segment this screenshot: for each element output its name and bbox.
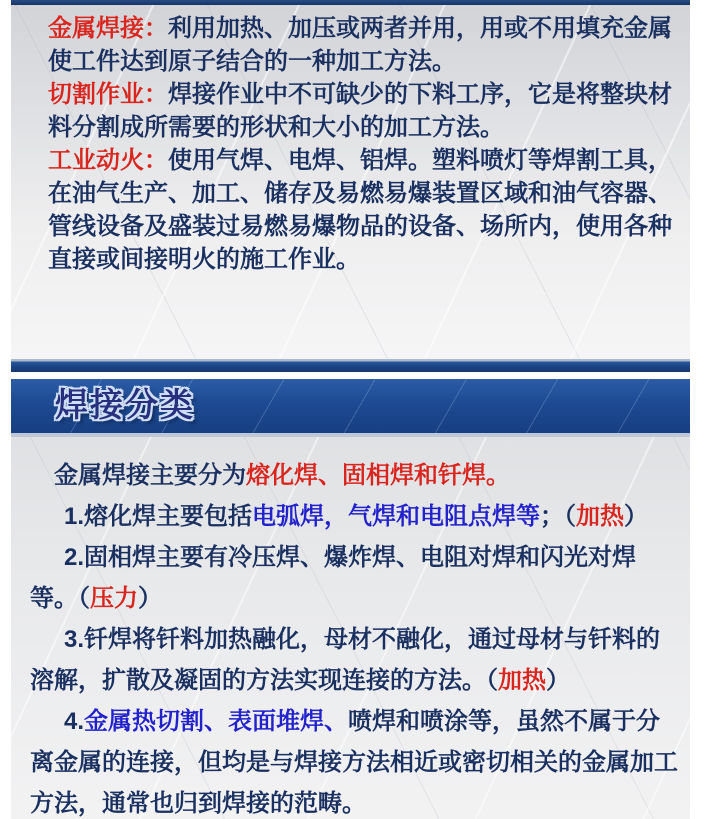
- paragraph: [30, 537, 680, 619]
- text-segment-red: 金属焊接：: [48, 15, 168, 42]
- text-segment-navy: 喷焊和喷涂等，虽然不属于分离金属的连接，但均是与焊接方法相近或密切相关的金属加工方法，通常也归到焊接的范畴。: [30, 708, 678, 817]
- text-segment-navy: 2.固相焊主要有冷压焊、爆炸焊、电阻对焊和闪光对焊等。（: [30, 544, 637, 612]
- classification-text-block: [11, 437, 690, 819]
- text-segment-red: 切割作业：: [48, 81, 168, 108]
- text-segment-red: 熔化焊、固相焊和钎焊。: [246, 462, 510, 489]
- section-header-banner: [11, 379, 690, 437]
- paragraph: [48, 144, 687, 276]
- text-segment-red: 压力: [90, 585, 138, 612]
- text-segment-blue: 电弧焊，气焊和电阻点焊等: [252, 503, 541, 530]
- slide-top-border: [11, 0, 690, 5]
- slide-definitions: [11, 0, 690, 372]
- text-segment-navy: 焊接作业中不可缺少的下料工序，它是将整块材料分割成所需要的形状和大小的加工方法。: [48, 81, 672, 141]
- paragraph: [48, 78, 687, 144]
- text-segment-navy: 金属焊接主要分为: [54, 462, 246, 489]
- paragraph: [30, 496, 680, 537]
- paragraph: [30, 455, 680, 496]
- text-segment-navy: ）: [624, 503, 649, 530]
- text-segment-navy: 4.: [64, 708, 85, 735]
- paragraph: [48, 12, 687, 78]
- text-segment-navy: ）: [138, 585, 162, 612]
- text-segment-navy: ；（: [540, 503, 577, 530]
- text-segment-navy: 使用气焊、电焊、铝焊。塑料喷灯等焊割工具，在油气生产、加工、储存及易燃易爆装置区域和油气容器、管线设备及盛装过易燃易爆物品的设备、场所内，使用各种直接或间接明火的施工作业。: [48, 147, 672, 273]
- text-segment-navy: 3.钎焊将钎料加热融化，母材不融化，通过母材与钎料的溶解，扩散及凝固的方法实现连接的方法。（: [30, 626, 661, 694]
- text-segment-red: 加热: [576, 503, 625, 530]
- definitions-text-block: [11, 0, 690, 276]
- text-segment-navy: 利用加热、加压或两者并用，用或不用填充金属使工件达到原子结合的一种加工方法。: [48, 15, 672, 75]
- text-segment-blue: 金属热切割、表面堆焊、: [84, 708, 349, 735]
- paragraph: [30, 619, 680, 701]
- text-segment-navy: ）: [546, 667, 570, 694]
- paragraph: [30, 701, 680, 819]
- text-segment-navy: 1.熔化焊主要包括: [64, 503, 253, 530]
- slide-bottom-border-bar: [11, 359, 690, 372]
- slide-welding-classification: [11, 379, 690, 819]
- section-title: 焊接分类: [55, 386, 195, 423]
- text-segment-red: 加热: [498, 667, 546, 694]
- text-segment-red: 工业动火：: [48, 147, 168, 174]
